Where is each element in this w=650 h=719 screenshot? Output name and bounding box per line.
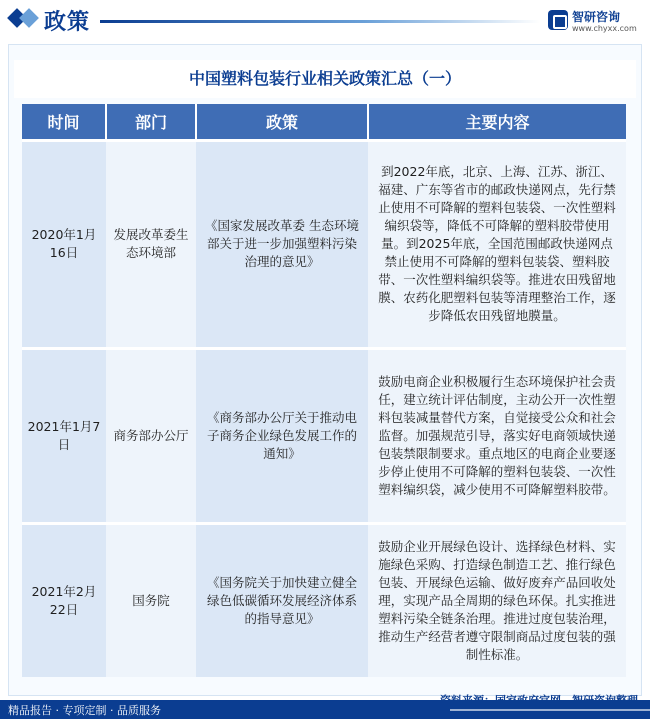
policy-table bbox=[22, 104, 626, 677]
cell-time: 2021年2月22日 bbox=[22, 523, 106, 677]
column-header-time: 时间 bbox=[22, 104, 106, 140]
cell-dept: 国务院 bbox=[106, 523, 196, 677]
cell-content: 鼓励企业开展绿色设计、选择绿色材料、实施绿色采购、打造绿色制造工艺、推行绿色包装、开展绿色运输、做好废弃产品回收处理，实现产品全周期的绿色环保。扎实推进塑料污染全链条治理。推进过度包装治理，推动生产经营者遵守限制商品过度包装的强制性标准。 bbox=[368, 523, 626, 677]
cell-dept: 商务部办公厅 bbox=[106, 348, 196, 523]
table-row bbox=[22, 140, 626, 348]
header-divider bbox=[100, 20, 540, 23]
brand-logo bbox=[548, 8, 640, 38]
cell-policy: 《国家发展改革委 生态环境部关于进一步加强塑料污染治理的意见》 bbox=[196, 140, 368, 348]
top-header bbox=[0, 0, 650, 40]
cell-time: 2021年1月7日 bbox=[22, 348, 106, 523]
cell-policy: 《国务院关于加快建立健全绿色低碳循环发展经济体系的指导意见》 bbox=[196, 523, 368, 677]
brand-url: www.chyxx.com bbox=[572, 24, 637, 33]
column-header-dept: 部门 bbox=[106, 104, 196, 140]
cell-content: 到2022年底，北京、上海、江苏、浙江、福建、广东等省市的邮政快递网点，先行禁止使用不可降解的塑料包装袋、一次性塑料编织袋等，降低不可降解的塑料胶带使用量。到2025年底，全国范围邮政快递网点禁止使用不可降解的塑料包装袋、塑料胶带、一次性塑料编织袋等。推进农田残留地膜、农药化肥塑料包装等清理整治工作，逐步降低农田残留地膜量。 bbox=[368, 140, 626, 348]
cell-policy: 《商务部办公厅关于推动电子商务企业绿色发展工作的通知》 bbox=[196, 348, 368, 523]
footer-bar bbox=[0, 700, 650, 719]
section-title: 政策 bbox=[44, 10, 91, 35]
cell-content: 鼓励电商企业积极履行生态环境保护社会责任，建立统计评估制度，主动公开一次性塑料包装减量替代方案，自觉接受公众和社会监督。加强规范引导，落实好电商领域快递包装禁限制要求。重点地区的电商企业要逐步停止使用不可降解的塑料包装袋、一次性塑料编织袋，减少使用不可降解塑料胶带。 bbox=[368, 348, 626, 523]
table-title: 中国塑料包装行业相关政策汇总（一） bbox=[188, 69, 461, 88]
table-row bbox=[22, 348, 626, 523]
cell-time: 2020年1月16日 bbox=[22, 140, 106, 348]
diamond-icon bbox=[19, 8, 39, 28]
table-title-bar bbox=[14, 60, 636, 98]
brand-name: 智研咨询 bbox=[572, 10, 621, 24]
table-header-row bbox=[22, 104, 626, 140]
column-header-policy: 政策 bbox=[196, 104, 368, 140]
column-header-content: 主要内容 bbox=[368, 104, 626, 140]
brand-icon bbox=[548, 10, 568, 30]
table-row bbox=[22, 523, 626, 677]
footer-divider bbox=[450, 709, 650, 711]
footer-slogan: 精品报告 · 专项定制 · 品质服务 bbox=[8, 704, 161, 717]
cell-dept: 发展改革委生态环境部 bbox=[106, 140, 196, 348]
